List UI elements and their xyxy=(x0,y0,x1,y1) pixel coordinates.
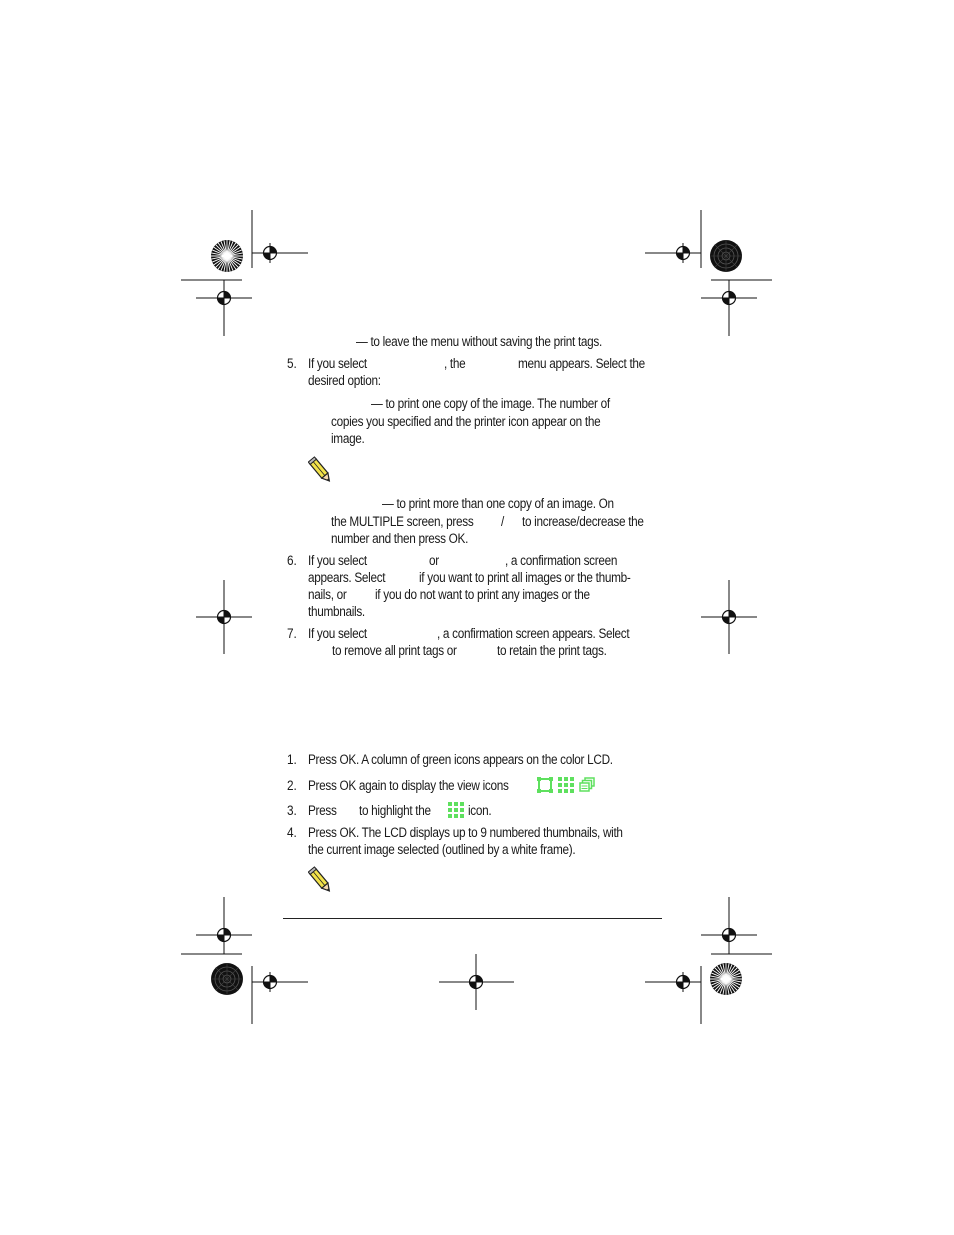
pencil-note-icon xyxy=(308,456,334,486)
step-7-text: to retain the print tags. xyxy=(497,643,607,658)
pencil-note-icon xyxy=(308,866,334,896)
step-number: 1. xyxy=(287,752,297,767)
step-6-text: if you want to print all images or the thumb- xyxy=(419,570,631,585)
step-7-text: If you select xyxy=(308,626,367,641)
single-option-text: copies you specified and the printer icon appear on the xyxy=(331,414,601,429)
thumb-step-3-text: to highlight the xyxy=(359,803,431,818)
multiple-option-text: the MULTIPLE screen, press xyxy=(331,514,474,529)
thumb-step-2-text: Press OK again to display the view icons xyxy=(308,778,509,793)
multiple-option-text: number and then press OK. xyxy=(331,531,469,546)
step-6-text: , a confirmation screen xyxy=(505,553,618,568)
cancel-option-text: — to leave the menu without saving the print tags. xyxy=(356,334,602,349)
step-6-text: nails, or xyxy=(308,587,347,602)
thumb-step-1-text: Press OK. A column of green icons appears on the color LCD. xyxy=(308,752,613,767)
step-number: 2. xyxy=(287,778,297,793)
step-number: 3. xyxy=(287,803,297,818)
multiple-option-text: / xyxy=(501,514,504,529)
step-5-text: , the xyxy=(444,356,466,371)
multiple-option-text: to increase/decrease the xyxy=(522,514,644,529)
step-7-text: to remove all print tags or xyxy=(332,643,457,658)
multiple-option-text: — to print more than one copy of an image. On xyxy=(382,496,614,511)
step-6-text: appears. Select xyxy=(308,570,386,585)
thumbnail-grid-icon xyxy=(448,802,464,818)
thumb-step-4-text: Press OK. The LCD displays up to 9 numbered thumbnails, with xyxy=(308,825,623,840)
step-5-text: menu appears. Select the xyxy=(518,356,645,371)
thumb-step-4-text: the current image selected (outlined by a white frame). xyxy=(308,842,576,857)
step-7-text: , a confirmation screen appears. Select xyxy=(437,626,630,641)
step-6-text: If you select xyxy=(308,553,367,568)
single-view-icon xyxy=(537,777,553,793)
step-number: 4. xyxy=(287,825,297,840)
stacked-pages-icon xyxy=(579,777,595,793)
thumb-step-3-text: Press xyxy=(308,803,337,818)
single-option-text: image. xyxy=(331,431,365,446)
step-number: 5. xyxy=(287,356,297,371)
footer-divider xyxy=(283,918,662,919)
step-5-text: desired option: xyxy=(308,373,381,388)
step-6-text: if you do not want to print any images or the xyxy=(375,587,590,602)
step-6-text: or xyxy=(429,553,439,568)
step-5-text: If you select xyxy=(308,356,367,371)
step-6-text: thumbnails. xyxy=(308,604,365,619)
thumb-step-3-text: icon. xyxy=(468,803,492,818)
single-option-text: — to print one copy of the image. The number of xyxy=(371,396,610,411)
step-number: 6. xyxy=(287,553,297,568)
thumbnail-grid-icon xyxy=(558,777,574,793)
step-number: 7. xyxy=(287,626,297,641)
